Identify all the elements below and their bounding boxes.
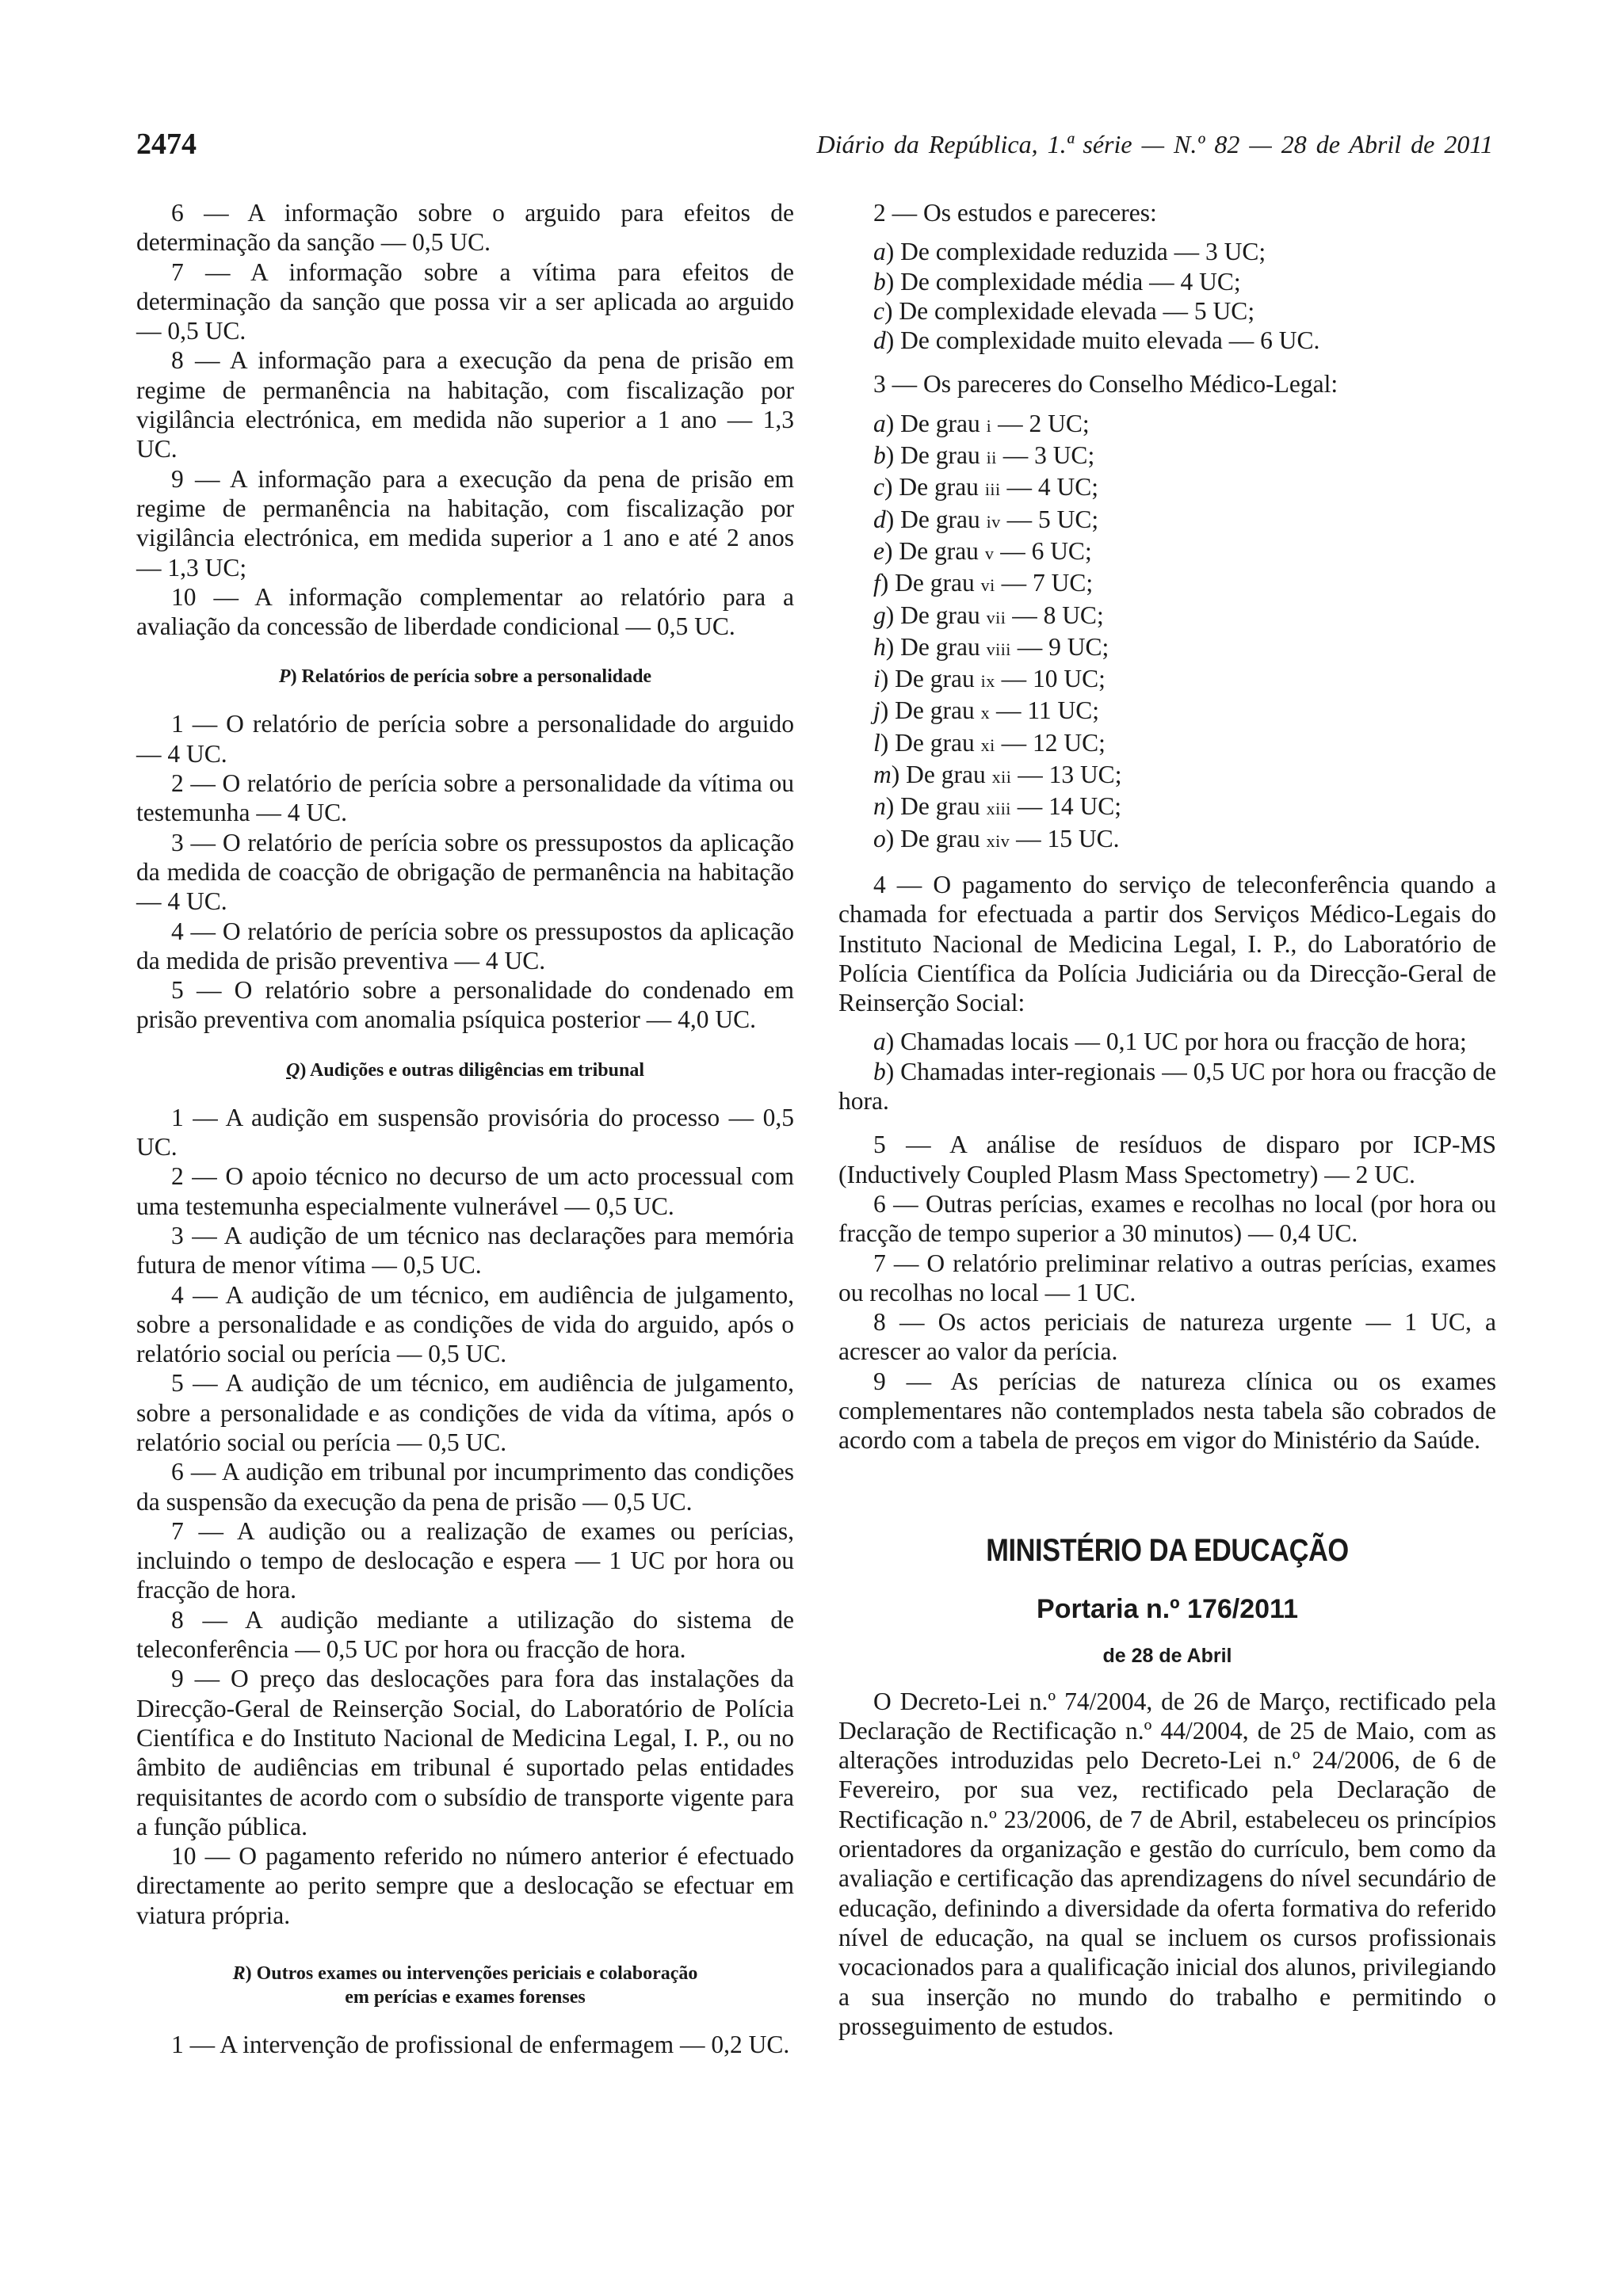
list-item: 4 — O relatório de perícia sobre os pressupostos da aplicação da medida de prisão preventiva — 4 UC. bbox=[136, 917, 794, 974]
ministry-heading: MINISTÉRIO DA EDUCAÇÃO bbox=[986, 1532, 1349, 1568]
paragraph: 9 — As perícias de natureza clínica ou os exames complementares não contemplados nesta tabela são cobrados de acordo com a tabela de preços em vigor do Ministério da Saúde. bbox=[838, 1367, 1496, 1455]
list-item: 7 — A audição ou a realização de exames ou perícias, incluindo o tempo de deslocação e espera — 1 UC por hora ou fracção de hora. bbox=[136, 1516, 794, 1604]
paragraph: 6 — Outras perícias, exames e recolhas no local (por hora ou fracção de tempo superior a 30 minutos) — 0,4 UC. bbox=[838, 1189, 1496, 1248]
right-column bbox=[838, 198, 1496, 2041]
paragraph: 9 — A informação para a execução da pena de prisão em regime de permanência na habitação, com fiscalização por vigilância electrónica, em medida superior a 1 ano e até 2 anos — 1,3 UC; bbox=[136, 464, 794, 582]
list-item: 1 — A intervenção de profissional de enfermagem — 0,2 UC. bbox=[171, 2031, 790, 2059]
list-item: a) Chamadas locais — 0,1 UC por hora ou fracção de hora; bbox=[873, 1028, 1467, 1056]
page-number: 2474 bbox=[136, 128, 197, 161]
list-item: c) De complexidade elevada — 5 UC; bbox=[873, 296, 1255, 325]
list-item: d) De grau iv — 5 UC; bbox=[873, 505, 1099, 533]
list-item: h) De grau viii — 9 UC; bbox=[873, 632, 1109, 661]
list-item: o) De grau xiv — 15 UC. bbox=[873, 824, 1120, 852]
paragraph: 8 — Os actos periciais de natureza urgente — 1 UC, a acrescer ao valor da perícia. bbox=[838, 1308, 1496, 1366]
list-item: 3 — O relatório de perícia sobre os pressupostos da aplicação da medida de coacção de obrigação de permanência na habitação — 4 UC. bbox=[136, 828, 794, 916]
running-head: Diário da República, 1.ª série — N.º 82 — 28 de Abril de 2011 bbox=[816, 130, 1493, 158]
paragraph: 4 — O pagamento do serviço de teleconferência quando a chamada for efectuada a partir dos Serviços Médico-Legais do Instituto Nacional de Medicina Legal, I. P., do Laboratório de Polícia Científica da Polícia Judiciária ou da Direcção-Geral de Reinserção Social: bbox=[838, 870, 1496, 1017]
list-item: l) De grau xi — 12 UC; bbox=[873, 728, 1106, 757]
section-title-text: ) Relatórios de perícia sobre a personalidade bbox=[290, 666, 652, 688]
section-title-q bbox=[136, 1058, 794, 1082]
paragraph: 2 — Os estudos e pareceres: bbox=[873, 199, 1157, 227]
list-item: 5 — A audição de um técnico, em audiência de julgamento, sobre a personalidade e as condições de vida da vítima, após o relatório social ou perícia — 0,5 UC. bbox=[136, 1369, 794, 1456]
list-item: 2 — O relatório de perícia sobre a personalidade da vítima ou testemunha — 4 UC. bbox=[136, 769, 794, 827]
teleconference-list bbox=[838, 1027, 1496, 1116]
section-letter: R bbox=[232, 1963, 246, 1985]
paragraph: 5 — A análise de resíduos de disparo por ICP-MS (Inductively Coupled Plasm Mass Spectometry) — 2 UC. bbox=[838, 1131, 1496, 1188]
grades-list bbox=[838, 409, 1496, 856]
list-item: 2 — O apoio técnico no decurso de um acto processual com uma testemunha especialmente vulnerável — 0,5 UC. bbox=[136, 1162, 794, 1220]
list-item: b) De complexidade média — 4 UC; bbox=[873, 267, 1241, 296]
list-item: 10 — O pagamento referido no número anterior é efectuado directamente ao perito sempre que a deslocação se efectuar em viatura própria. bbox=[136, 1842, 794, 1929]
list-item: f) De grau vi — 7 UC; bbox=[873, 569, 1094, 597]
list-item: j) De grau x — 11 UC; bbox=[873, 696, 1100, 725]
list-item: d) De complexidade muito elevada — 6 UC. bbox=[873, 326, 1320, 355]
list-item: n) De grau xiii — 14 UC; bbox=[873, 792, 1122, 821]
paragraph: 7 — A informação sobre a vítima para efeitos de determinação da sanção que possa vir a ser aplicada ao arguido — 0,5 UC. bbox=[136, 257, 794, 345]
paragraph: 8 — A informação para a execução da pena de prisão em regime de permanência na habitação, com fiscalização por vigilância electrónica, em medida não superior a 1 ano — 1,3 UC. bbox=[136, 346, 794, 463]
list-item: 5 — O relatório sobre a personalidade do condenado em prisão preventiva com anomalia psíquica posterior — 4,0 UC. bbox=[136, 976, 794, 1034]
portaria-date: de 28 de Abril bbox=[1102, 1644, 1232, 1667]
list-item: 8 — A audição mediante a utilização do sistema de teleconferência — 0,5 UC por hora ou fracção de hora. bbox=[136, 1605, 794, 1664]
paragraph: 3 — Os pareceres do Conselho Médico-Legal: bbox=[873, 370, 1338, 399]
list-item: b) Chamadas inter-regionais — 0,5 UC por hora ou fracção de hora. bbox=[838, 1057, 1496, 1116]
section-title-p bbox=[136, 665, 794, 688]
portaria-title: Portaria n.º 176/2011 bbox=[1037, 1593, 1298, 1624]
section-title-r bbox=[136, 1962, 794, 2009]
section-letter: Q bbox=[285, 1059, 300, 1081]
paragraph: O Decreto-Lei n.º 74/2004, de 26 de Março, rectificado pela Declaração de Rectificação n.º 44/2004, de 25 de Maio, com as alterações introduzidas pelo Decreto-Lei n.º 24/2006, de 6 de Fevereiro, por sua vez, rectificado pela Declaração de Rectificação n.º 23/2006, de 7 de Abril, estabeleceu os princípios orientadores da organização e gestão do currículo, bem como da avaliação e certificação das aprendizagens do nível secundário de educação, definindo a diversidade da oferta formativa do referido nível de educação, na qual se incluem os cursos profissionais vocacionados para a qualificação inicial dos alunos, privilegiando a sua inserção no mundo do trabalho e permitindo o prosseguimento de estudos. bbox=[838, 1687, 1496, 2040]
list-item: 4 — A audição de um técnico, em audiência de julgamento, sobre a personalidade e as condições de vida do arguido, após o relatório social ou perícia — 0,5 UC. bbox=[136, 1280, 794, 1368]
paragraph: 10 — A informação complementar ao relatório para a avaliação da concessão de liberdade condicional — 0,5 UC. bbox=[136, 582, 794, 641]
left-column bbox=[136, 198, 794, 2059]
list-item: e) De grau v — 6 UC; bbox=[873, 536, 1092, 565]
section-title-text: ) Outros exames ou intervenções periciais e colaboração bbox=[245, 1963, 698, 1985]
list-item: 1 — A audição em suspensão provisória do processo — 0,5 UC. bbox=[136, 1103, 794, 1161]
section-title-text: ) Audições e outras diligências em tribunal bbox=[300, 1059, 644, 1081]
paragraph: 7 — O relatório preliminar relativo a outras perícias, exames ou recolhas no local — 1 UC. bbox=[838, 1249, 1496, 1306]
list-item: 1 — O relatório de perícia sobre a personalidade do arguido — 4 UC. bbox=[136, 710, 794, 768]
page-header bbox=[136, 127, 1493, 166]
section-title-text: em perícias e exames forenses bbox=[345, 1987, 586, 2008]
list-item: a) De complexidade reduzida — 3 UC; bbox=[873, 238, 1266, 266]
list-item: 9 — O preço das deslocações para fora das instalações da Direcção-Geral de Reinserção Social, do Laboratório de Polícia Científica e do Instituto Nacional de Medicina Legal, I. P., ou no âmbito de audiências em tribunal é suportado pelas entidades requisitantes de acordo com o subsídio de transporte vigente para a função pública. bbox=[136, 1665, 794, 1840]
list-item: c) De grau iii — 4 UC; bbox=[873, 473, 1099, 502]
list-item: a) De grau i — 2 UC; bbox=[873, 409, 1090, 437]
list-item: g) De grau vii — 8 UC; bbox=[873, 601, 1104, 629]
section-letter: P bbox=[278, 666, 291, 688]
list-item: m) De grau xii — 13 UC; bbox=[873, 761, 1122, 789]
list-item: 6 — A audição em tribunal por incumprimento das condições da suspensão da execução da pena de prisão — 0,5 UC. bbox=[136, 1458, 794, 1516]
list-item: 3 — A audição de um técnico nas declarações para memória futura de menor vítima — 0,5 UC. bbox=[136, 1221, 794, 1280]
studies-list bbox=[838, 237, 1496, 355]
list-item: b) De grau ii — 3 UC; bbox=[873, 441, 1095, 470]
list-item: i) De grau ix — 10 UC; bbox=[873, 665, 1106, 693]
paragraph: 6 — A informação sobre o arguido para efeitos de determinação da sanção — 0,5 UC. bbox=[136, 199, 794, 257]
